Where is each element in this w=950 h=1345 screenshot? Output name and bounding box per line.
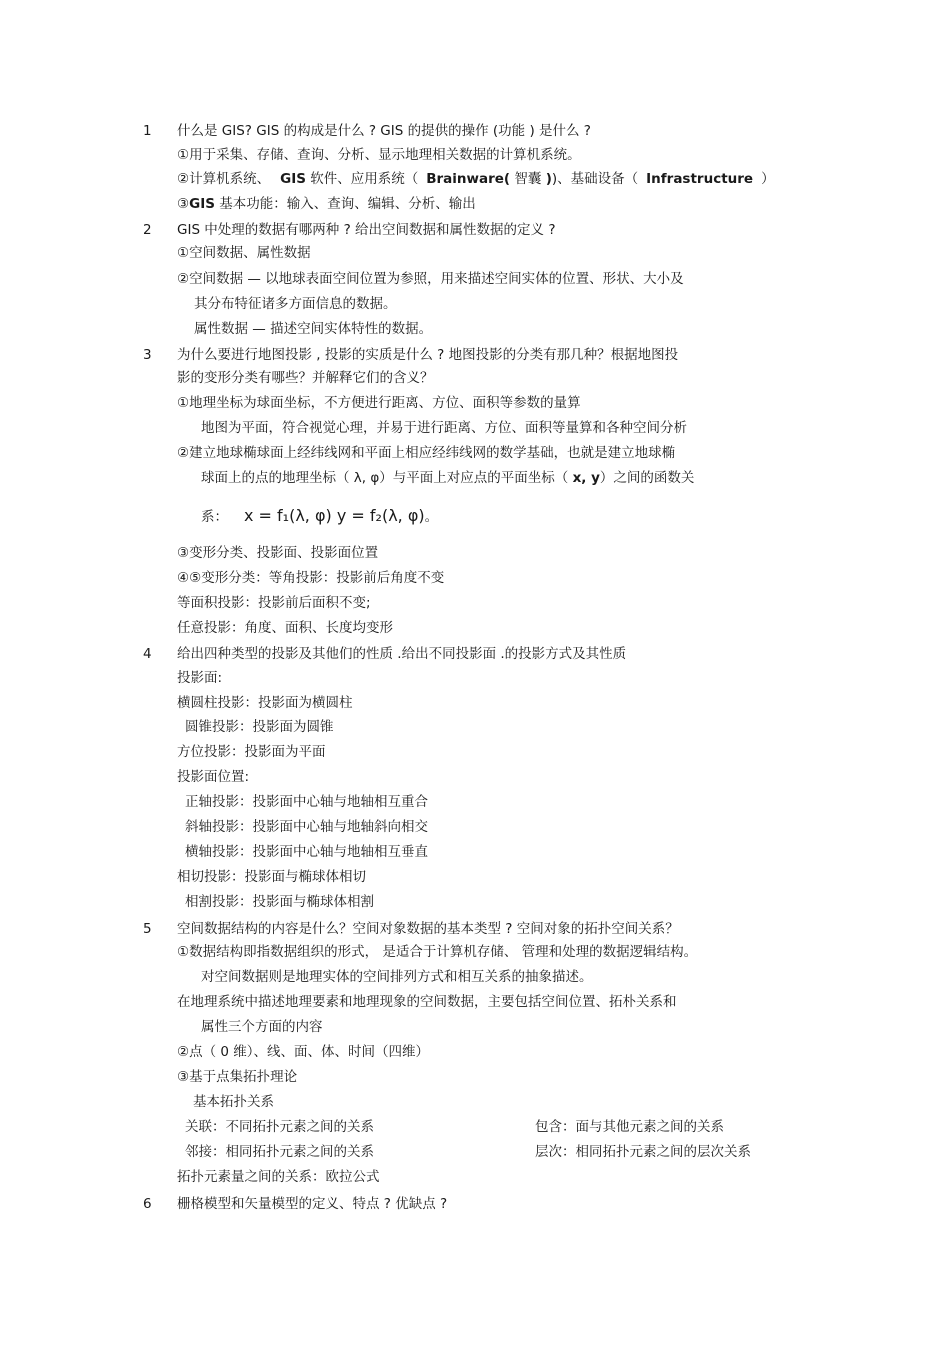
question-number: 6 xyxy=(143,1196,152,1212)
answer-line: 属性数据 — 描述空间实体特性的数据。 xyxy=(194,321,433,337)
answer-line: 横轴投影：投影面中心轴与地轴相互垂直 xyxy=(185,844,428,860)
question-number: 3 xyxy=(143,347,152,363)
answer-line: ①空间数据、属性数据 xyxy=(177,245,311,261)
text-run: 软件、应用系统（ xyxy=(305,171,419,187)
answer-line: 拓扑元素量之间的关系：欧拉公式 xyxy=(177,1169,380,1185)
topology-relation: 层次：相同拓扑元素之间的层次关系 xyxy=(535,1144,751,1160)
answer-line: 基本拓扑关系 xyxy=(193,1094,274,1110)
answer-line: 等面积投影：投影前后面积不变; xyxy=(177,595,371,611)
projection-formula: x = f₁(λ, φ) y = f₂(λ, φ) xyxy=(244,506,425,525)
answer-line: 任意投影：角度、面积、长度均变形 xyxy=(177,620,393,636)
answer-line: 地图为平面，符合视觉心理，并易于进行距离、方位、面积等量算和各种空间分析 xyxy=(201,420,687,436)
answer-line: 圆锥投影：投影面为圆锥 xyxy=(185,719,334,735)
text-run: 系： xyxy=(201,509,228,525)
topology-relation: 包含：面与其他元素之间的关系 xyxy=(535,1119,724,1135)
answer-line: ①数据结构即指数据组织的形式， 是适合于计算机存储、 管理和处理的数据逻辑结构。 xyxy=(177,944,698,960)
answer-line: ①用于采集、存储、查询、分析、显示地理相关数据的计算机系统。 xyxy=(177,147,581,163)
answer-line: ②点（ 0 维）、线、面、体、时间（四维） xyxy=(177,1044,430,1060)
answer-line: 对空间数据则是地理实体的空间排列方式和相互关系的抽象描述。 xyxy=(201,969,593,985)
text-run: ③ xyxy=(177,196,190,212)
question-title: 什么是 GIS? GIS 的构成是什么 ? GIS 的提供的操作 (功能 ) 是什么 ? xyxy=(177,123,591,139)
answer-line: ②建立地球椭球面上经纬线网和平面上相应经纬线网的数学基础，也就是建立地球椭 xyxy=(177,445,676,461)
answer-line: 其分布特征诸多方面信息的数据。 xyxy=(194,296,397,312)
question-title: 为什么要进行地图投影 , 投影的实质是什么 ? 地图投影的分类有那几种？根据地图投 xyxy=(177,347,679,363)
question-title: 空间数据结构的内容是什么？空间对象数据的基本类型 ? 空间对象的拓扑空间关系？ xyxy=(177,921,679,937)
text-run: ②计算机系统、 xyxy=(177,171,271,187)
question-title: 给出四种类型的投影及其他们的性质 .给出不同投影面 .的投影方式及其性质 xyxy=(177,646,627,662)
answer-line: 投影面位置: xyxy=(177,769,250,785)
text-run: 球面上的点的地理坐标（ λ, φ）与平面上对应点的平面坐标（ xyxy=(201,470,573,486)
text-run: 智囊 xyxy=(510,171,546,187)
answer-line: ②空间数据 — 以地球表面空间位置为参照，用来描述空间实体的位置、形状、大小及 xyxy=(177,271,684,287)
question-title: GIS 中处理的数据有哪两种 ? 给出空间数据和属性数据的定义 ? xyxy=(177,222,556,238)
text-run-bold: x, y xyxy=(572,470,600,486)
question-number: 5 xyxy=(143,921,152,937)
answer-line: 投影面: xyxy=(177,670,223,686)
answer-line: ①地理坐标为球面坐标，不方便进行距离、方位、面积等参数的量算 xyxy=(177,395,581,411)
text-run: ） xyxy=(761,171,775,187)
question-number: 1 xyxy=(143,123,152,139)
question-number: 4 xyxy=(143,646,152,662)
answer-line: 相切投影：投影面与椭球体相切 xyxy=(177,869,366,885)
question-number: 2 xyxy=(143,222,152,238)
topology-relation: 关联：不同拓扑元素之间的关系 xyxy=(185,1119,374,1135)
text-run: 。 xyxy=(424,509,439,525)
text-run-bold: Infrastructure xyxy=(646,171,754,187)
answer-line: 正轴投影：投影面中心轴与地轴相互重合 xyxy=(185,794,428,810)
text-run: ）之间的函数关 xyxy=(599,470,695,486)
formula-line xyxy=(201,507,438,526)
text-run-bold: GIS xyxy=(280,171,306,187)
question-title: 影的变形分类有哪些？并解释它们的含义？ xyxy=(177,370,434,386)
question-title: 栅格模型和矢量模型的定义、特点 ? 优缺点 ? xyxy=(177,1196,448,1212)
answer-line: 在地理系统中描述地理要素和地理现象的空间数据，主要包括空间位置、拓朴关系和 xyxy=(177,994,677,1010)
answer-line: ③基于点集拓扑理论 xyxy=(177,1069,298,1085)
answer-line: 斜轴投影：投影面中心轴与地轴斜向相交 xyxy=(185,819,428,835)
answer-line xyxy=(177,195,476,213)
text-run-bold: Brainware( xyxy=(426,171,511,187)
answer-line xyxy=(201,469,694,487)
text-run: 基本功能：输入、查询、编辑、分析、输出 xyxy=(214,196,476,212)
answer-line xyxy=(177,170,775,188)
answer-line: ④⑤变形分类：等角投影：投影前后角度不变 xyxy=(177,570,445,586)
text-run-bold: ) xyxy=(545,171,552,187)
answer-line: 横圆柱投影：投影面为横圆柱 xyxy=(177,695,353,711)
answer-line: 相割投影：投影面与椭球体相割 xyxy=(185,894,374,910)
answer-line: ③变形分类、投影面、投影面位置 xyxy=(177,545,379,561)
text-run: )、基础设备（ xyxy=(551,171,639,187)
answer-line: 属性三个方面的内容 xyxy=(201,1019,323,1035)
answer-line: 方位投影：投影面为平面 xyxy=(177,744,326,760)
text-run-bold: GIS xyxy=(189,196,215,212)
topology-relation: 邻接：相同拓扑元素之间的关系 xyxy=(185,1144,374,1160)
